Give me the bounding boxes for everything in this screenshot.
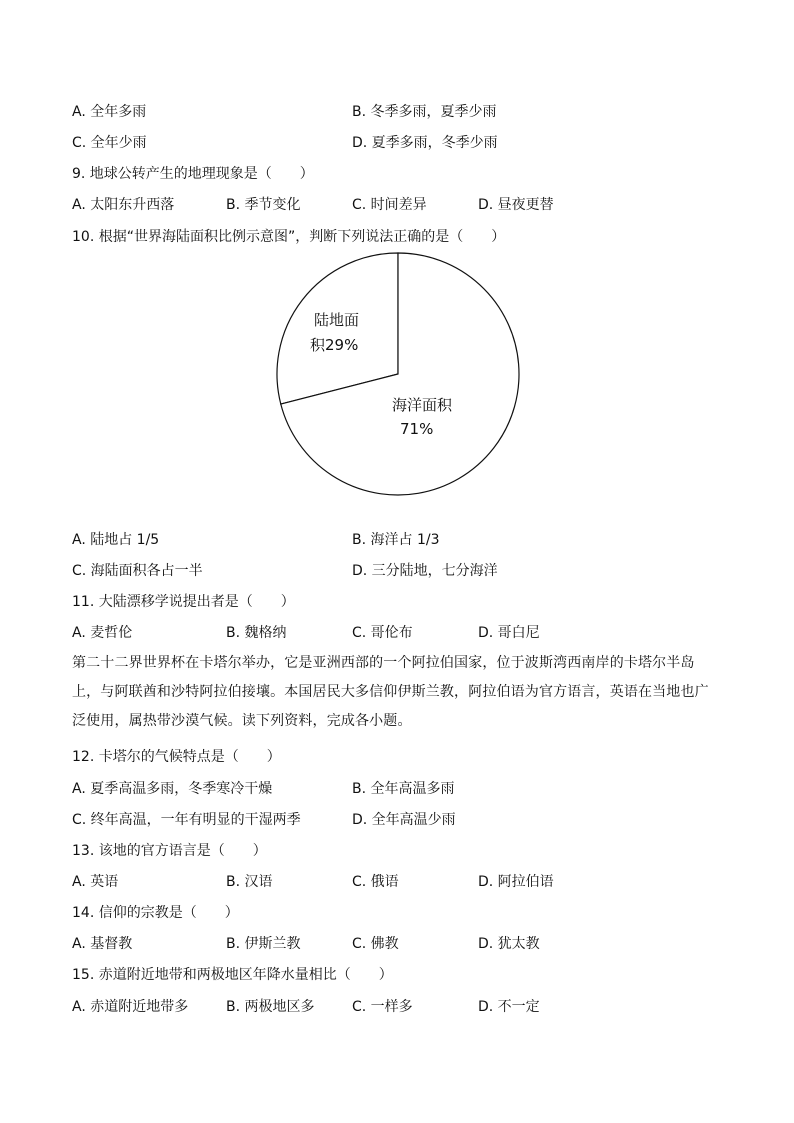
q11-stem: 11. 大陆漂移学说提出者是（ ） [72,594,295,610]
q11-option-d[interactable]: D. 哥白尼 [478,625,540,641]
q14-option-d[interactable]: D. 犹太教 [478,936,540,952]
q13-stem: 13. 该地的官方语言是（ ） [72,843,267,859]
q10-stem: 10. 根据“世界海陆面积比例示意图”，判断下列说法正确的是（ ） [72,229,506,245]
q14-option-c[interactable]: C. 佛教 [352,936,399,952]
land-ocean-pie-chart [270,250,530,510]
q10-option-d[interactable]: D. 三分陆地，七分海洋 [352,563,498,579]
q12-option-a[interactable]: A. 夏季高温多雨，冬季寒冷干燥 [72,781,273,797]
q8-options-row-1 [72,102,722,122]
q14-option-b[interactable]: B. 伊斯兰教 [226,936,301,952]
q8-options-row-2 [72,133,722,153]
pie-slices [277,253,519,495]
q12-options-row-1 [72,779,722,799]
pie-label-ocean-line1: 海洋面积 [392,396,453,414]
pie-label-land-line2: 积29% [310,336,359,354]
q8-option-d[interactable]: D. 夏季多雨，冬季少雨 [352,135,498,151]
q8-option-a[interactable]: A. 全年多雨 [72,104,147,120]
q13-option-c[interactable]: C. 俄语 [352,874,399,890]
q15-options [72,997,722,1017]
q12-option-c[interactable]: C. 终年高温，一年有明显的干湿两季 [72,812,301,828]
reading-passage: 第二十二界世界杯在卡塔尔举办，它是亚洲西部的一个阿拉伯国家，位于波斯湾西南岸的卡塔尔半岛上，与阿联酋和沙特阿拉伯接壤。本国居民大多信仰伊斯兰教，阿拉伯语为官方语言，英语在当地也广泛使用，属热带沙漠气候。读下列资料，完成各小题。 [72,655,709,729]
q15-option-d[interactable]: D. 不一定 [478,999,540,1015]
q9-option-b[interactable]: B. 季节变化 [226,197,301,213]
q15-option-c[interactable]: C. 一样多 [352,999,413,1015]
q9-option-c[interactable]: C. 时间差异 [352,197,427,213]
q15-option-b[interactable]: B. 两极地区多 [226,999,315,1015]
q10-option-a[interactable]: A. 陆地占 1/5 [72,532,160,548]
q12-options-row-2 [72,810,722,830]
q15-stem: 15. 赤道附近地带和两极地区年降水量相比（ ） [72,967,393,983]
q10-option-b[interactable]: B. 海洋占 1/3 [352,532,440,548]
q14-option-a[interactable]: A. 基督教 [72,936,133,952]
pie-label-ocean-line2: 71% [400,420,434,438]
q9-option-a[interactable]: A. 太阳东升西落 [72,197,175,213]
q8-option-b[interactable]: B. 冬季多雨，夏季少雨 [352,104,497,120]
q12-stem: 12. 卡塔尔的气候特点是（ ） [72,749,281,765]
q8-option-c[interactable]: C. 全年少雨 [72,135,147,151]
q14-options [72,934,722,954]
q11-option-b[interactable]: B. 魏格纳 [226,625,287,641]
q13-option-d[interactable]: D. 阿拉伯语 [478,874,554,890]
q9-stem: 9. 地球公转产生的地理现象是（ ） [72,166,314,182]
q12-option-b[interactable]: B. 全年高温多雨 [352,781,455,797]
q13-option-b[interactable]: B. 汉语 [226,874,273,890]
q11-option-c[interactable]: C. 哥伦布 [352,625,413,641]
q10-options-row-1 [72,530,722,550]
q13-options [72,872,722,892]
q11-options [72,623,722,643]
q12-option-d[interactable]: D. 全年高温少雨 [352,812,456,828]
q13-option-a[interactable]: A. 英语 [72,874,119,890]
q10-options-row-2 [72,561,722,581]
pie-label-land-line1: 陆地面 [314,311,360,329]
q10-option-c[interactable]: C. 海陆面积各占一半 [72,563,203,579]
q11-option-a[interactable]: A. 麦哲伦 [72,625,133,641]
q9-options [72,195,722,215]
q14-stem: 14. 信仰的宗教是（ ） [72,905,239,921]
q15-option-a[interactable]: A. 赤道附近地带多 [72,999,189,1015]
q9-option-d[interactable]: D. 昼夜更替 [478,197,554,213]
